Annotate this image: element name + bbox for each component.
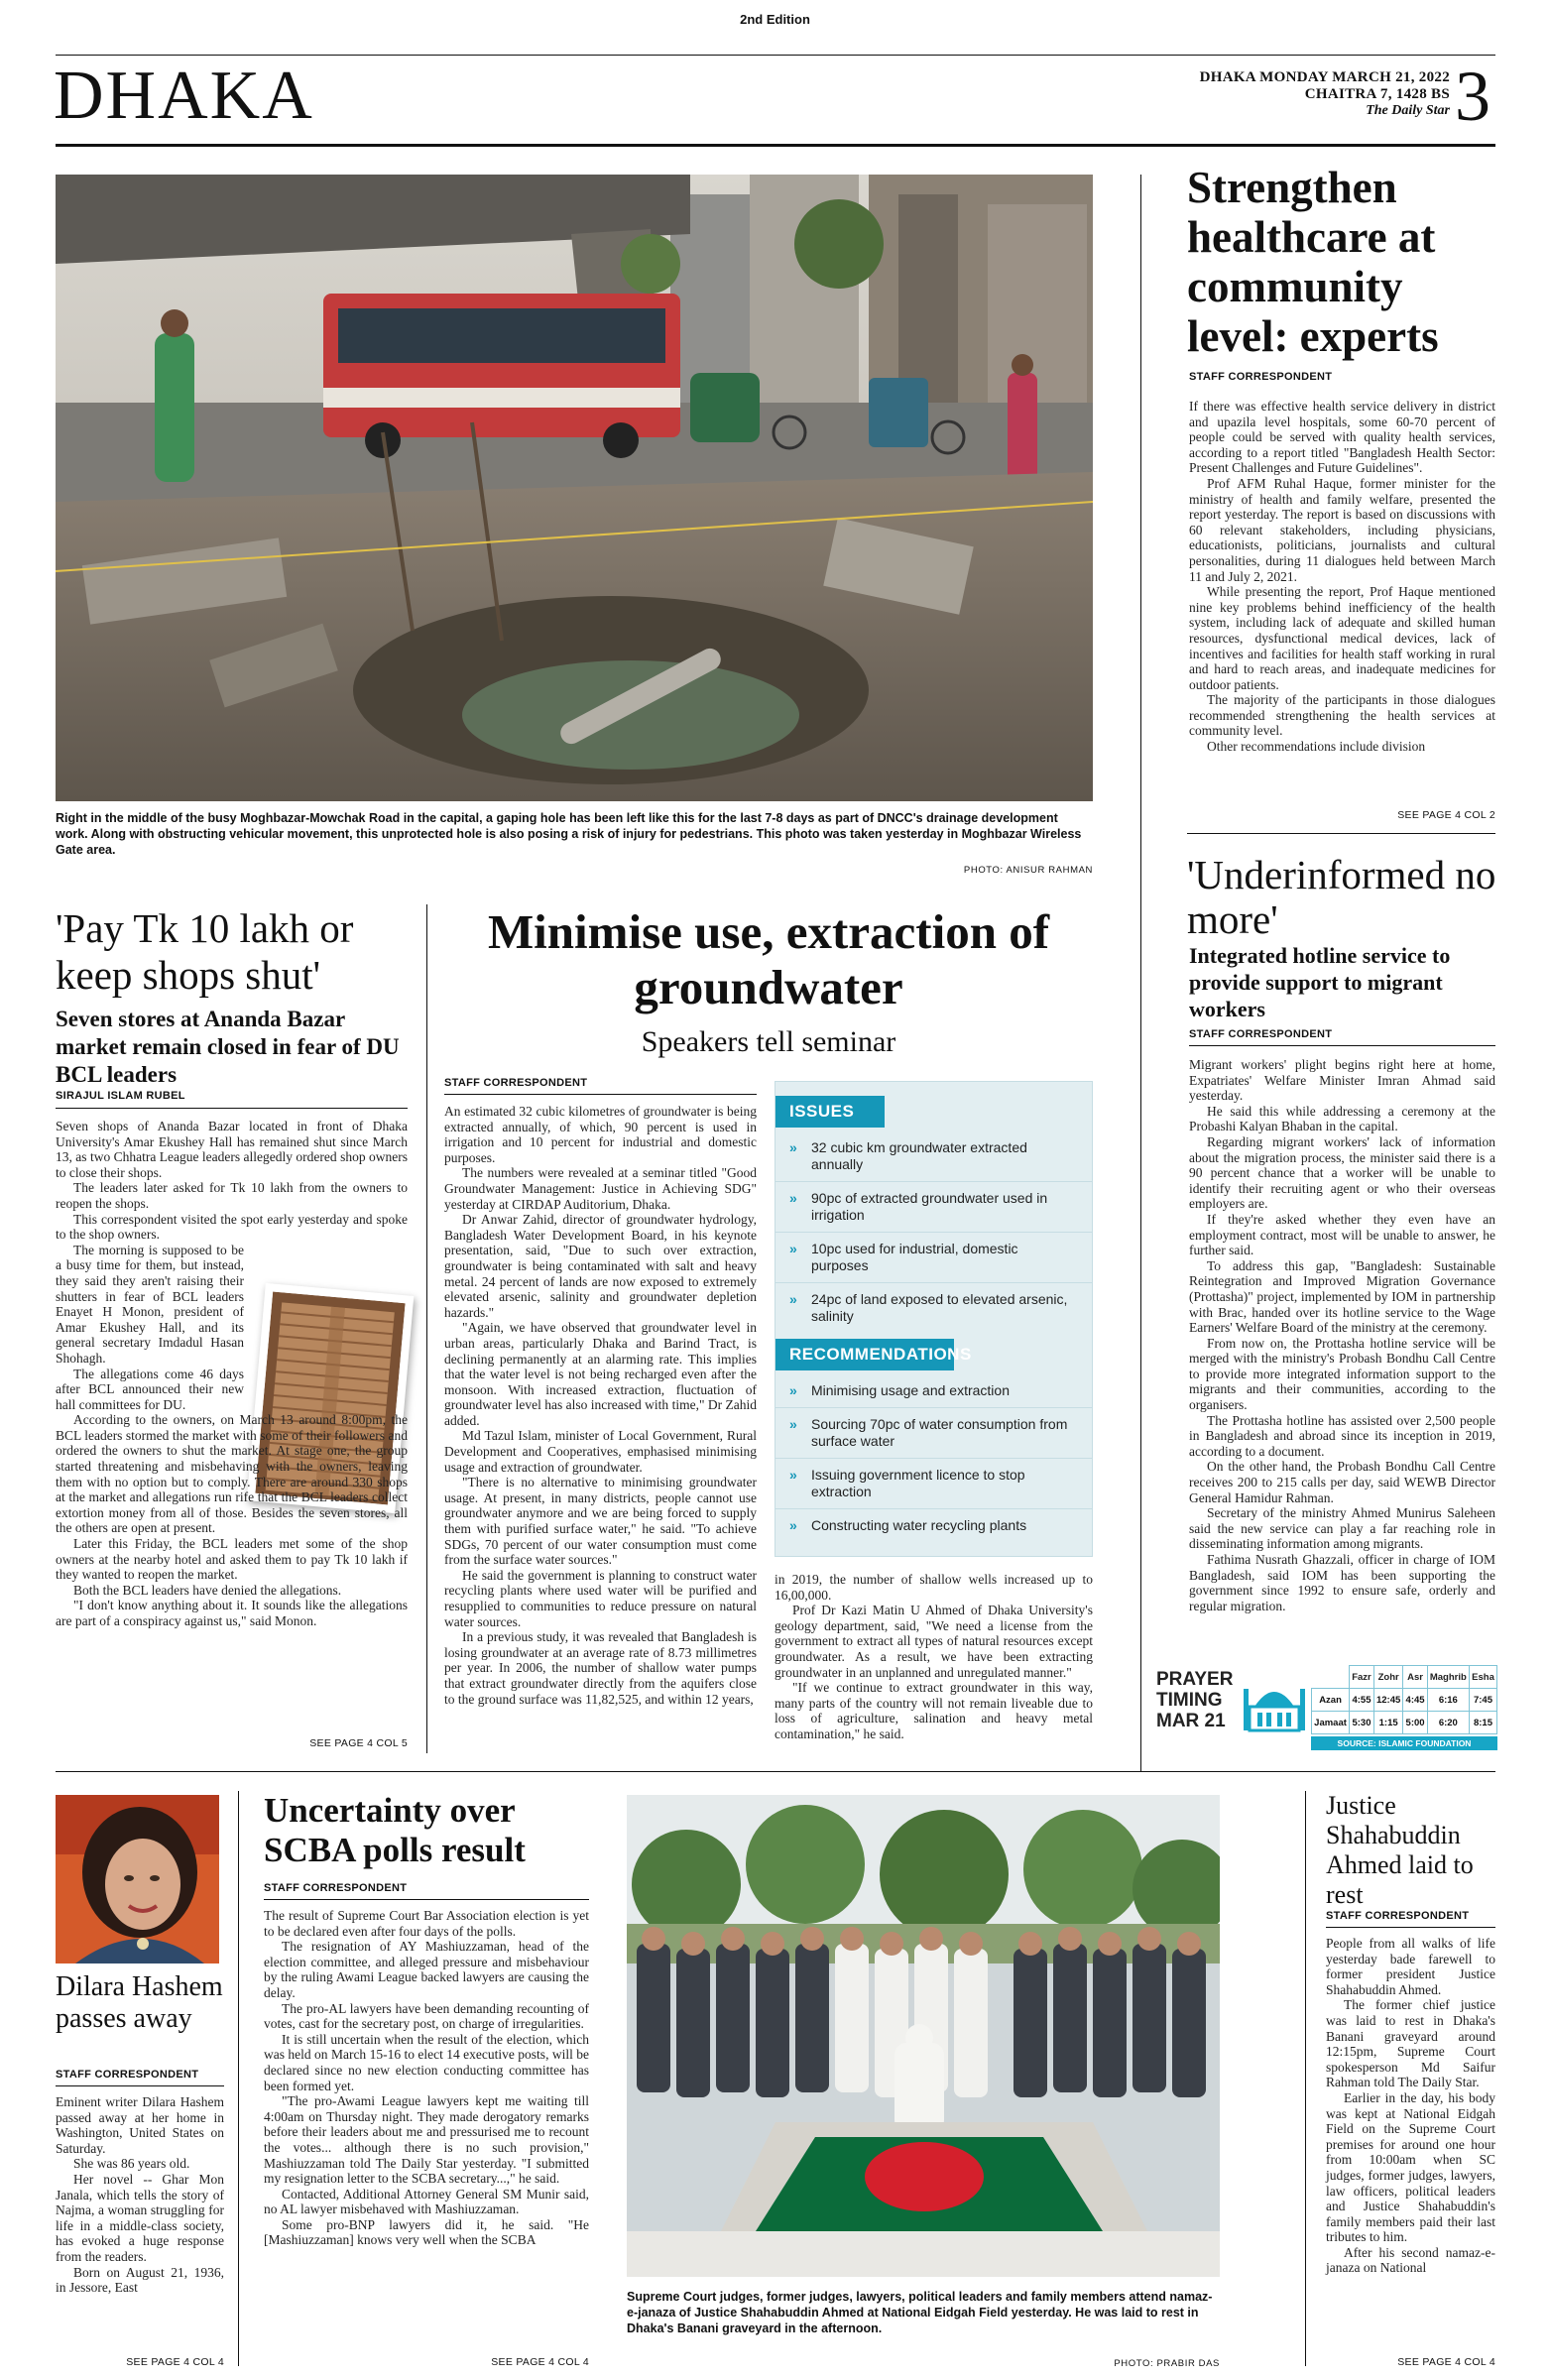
prayer-title-line3: MAR 21 — [1156, 1711, 1226, 1731]
double-chevron-icon: » — [789, 1467, 794, 1483]
migrant-p1: Migrant workers' plight begins right here at home, Expatriates' Welfare Minister Imran Ahmad said yesterday. — [1189, 1057, 1495, 1104]
shops-p9: "I don't know anything about it. It sounds like the allegations are part of a conspiracy against us," said Monon. — [56, 1598, 408, 1628]
issue-text: 32 cubic km groundwater extracted annually — [811, 1139, 1027, 1172]
shops-p2: The leaders later asked for Tk 10 lakh from the owners to reopen the shops. — [56, 1180, 408, 1211]
healthcare-p3: While presenting the report, Prof Haque mentioned nine key problems behind inefficiency of the health system, including lack of adequate and skilled human resources, dysfunctional medical devices, lack of incentives and facilities for health staff working in rural and hard to reach areas, and inadequate medicines for outdoor patients. — [1189, 584, 1495, 692]
shahabuddin-p1: People from all walks of life yesterday bade farewell to former president Justice Shahabuddin Ahmed. — [1326, 1936, 1495, 1997]
janaza-photo — [627, 1795, 1220, 2277]
recommendation-text: Minimising usage and extraction — [811, 1382, 1010, 1398]
dilara-p3: Her novel -- Ghar Mon Janala, which tells the story of Najma, a woman struggling for life in a middle-class society, has evoked a huge response from the readers. — [56, 2171, 224, 2264]
scba-p7: Some pro-BNP lawyers did it, he said. "He [Mashiuzzaman] knows very well when the SCBA — [264, 2216, 589, 2248]
issue-item — [775, 1233, 1092, 1283]
dilara-byline: STAFF CORRESPONDENT — [56, 2069, 199, 2081]
groundwater-p2: The numbers were revealed at a seminar titled "Good Groundwater Management: Justice in Achieving SDG" yesterday at CIRDAP Auditorium, Dhaka. — [444, 1165, 757, 1212]
groundwater-p7: He said the government is planning to construct water recycling plants where used water will be purified and resupplied to communities to reduce pressure on natural water sources. — [444, 1567, 757, 1629]
double-chevron-icon: » — [789, 1241, 794, 1256]
healthcare-p1: If there was effective health service delivery in district and upazila level hospitals, some 60-70 percent of people could be served with quality health services, according to a report titled "Bangladesh Health Sector: Present Challenges and Future Guidelines". — [1189, 399, 1495, 476]
scba-p6: Contacted, Additional Attorney General SM Munir said, no AL lawyer misbehaved with Mashiuzzaman. — [264, 2186, 589, 2217]
prayer-time: 7:45 — [1470, 1689, 1497, 1712]
healthcare-body — [1189, 399, 1495, 755]
dilara-headline: Dilara Hashem passes away — [56, 1971, 223, 2034]
groundwater-infobox — [775, 1081, 1093, 1557]
prayer-table — [1311, 1665, 1497, 1734]
recommendation-item — [775, 1509, 1092, 1542]
prayer-header-esha: Esha — [1470, 1666, 1497, 1689]
dilara-portrait — [56, 1795, 219, 1964]
migrant-p8: On the other hand, the Probash Bondhu Call Centre receives 200 to 215 calls per day, said WEWB Director General Hamidur Rahman. — [1189, 1459, 1495, 1505]
prayer-source: SOURCE: ISLAMIC FOUNDATION — [1311, 1736, 1497, 1750]
shops-p6: According to the owners, on March 13 around 8:00pm, the BCL leaders stormed the market with some of their followers and ordered the owners to shut the market. At stage one, the group started threatening and misbehaving with the owners, leaving them with no option but to comply. There are around 330 shops at the market and allegations run rife that the BCL leaders collect extortion money from all of those. Besides the seven stores, all the others are open at present. — [56, 1412, 408, 1536]
shops-column-rule — [426, 904, 427, 1753]
shops-byline-rule — [56, 1108, 408, 1109]
shops-p8: Both the BCL leaders have denied the allegations. — [73, 1582, 342, 1598]
issue-text: 90pc of extracted groundwater used in irrigation — [811, 1190, 1048, 1223]
prayer-table-header — [1312, 1666, 1497, 1689]
janaza-column-rule — [1305, 1791, 1306, 2366]
healthcare-p2: Prof AFM Ruhal Haque, former minister for the ministry of health and family welfare, presented the report yesterday. The report is based on discussions with 60 relevant stakeholders, including physicians, educationists, politicians, journalists and cultural personalities, during 11 dialogues held between March 11 and July 2, 2021. — [1189, 475, 1495, 584]
groundwater-byline-rule — [444, 1094, 757, 1095]
issue-item — [775, 1131, 1092, 1182]
prayer-row-jamaat — [1312, 1712, 1497, 1734]
prayer-title-line1: PRAYER — [1156, 1669, 1234, 1690]
prayer-time: 12:45 — [1373, 1689, 1403, 1712]
prayer-title-line2: TIMING — [1156, 1690, 1223, 1711]
janaza-photo-credit: PHOTO: PRABIR DAS — [1114, 2358, 1220, 2369]
prayer-time: 8:15 — [1470, 1712, 1497, 1734]
shops-p3: This correspondent visited the spot early yesterday and spoke to the shop owners. — [56, 1211, 408, 1243]
prayer-time: 5:00 — [1403, 1712, 1427, 1734]
recommendation-item — [775, 1459, 1092, 1509]
groundwater-headline: Minimise use, extraction of groundwater — [487, 904, 1050, 1014]
shahabuddin-p4: After his second namaz-e-janaza on National — [1326, 2244, 1495, 2276]
double-chevron-icon: » — [789, 1382, 794, 1398]
shops-p1: Seven shops of Ananda Bazar located in front of Dhaka University's Amar Ekushey Hall has remained shut since March 13, as two Chhatra League leaders allegedly ordered shop owners to close their shops. — [56, 1119, 408, 1180]
groundwater-p5: Md Tazul Islam, minister of Local Government, Rural Development and Cooperatives, emphasised minimising usage and extraction of groundwater. — [444, 1428, 757, 1475]
dilara-byline-rule — [56, 2085, 224, 2086]
masthead-top-rule — [56, 55, 1495, 56]
groundwater-deck: Speakers tell seminar — [641, 1025, 896, 1058]
dateline-bangla: CHAITRA 7, 1428 BS — [1304, 86, 1450, 102]
recommendations-list — [775, 1374, 1092, 1542]
recommendation-text: Sourcing 70pc of water consumption from surface water — [811, 1416, 1068, 1449]
scba-byline: STAFF CORRESPONDENT — [264, 1882, 408, 1894]
healthcare-p4: The majority of the participants in those dialogues recommended strengthening the health services at community level. — [1189, 692, 1495, 739]
shops-p7: Later this Friday, the BCL leaders met some of the shop owners at the nearby hotel and asked them to pay Tk 10 lakh if they wanted to reopen the market. — [56, 1536, 408, 1583]
mosque-icon — [1242, 1675, 1307, 1734]
prayer-time: 4:45 — [1403, 1689, 1427, 1712]
dateline-block — [1091, 69, 1450, 119]
prayer-time: 1:15 — [1373, 1712, 1403, 1734]
scba-p3: The pro-AL lawyers have been demanding recounting of votes, cast for the secretary post, on charge of irregularities. — [264, 2000, 589, 2032]
prayer-time: 5:30 — [1350, 1712, 1374, 1734]
dilara-column-rule — [238, 1791, 239, 2366]
shops-p4: The morning is supposed to be a busy time for them, but instead, they said they aren't raising their shutters in fear of BCL leaders Enayet H Monon, president of Amar Ekushey Hall, and its general secretary Imdadul Hasan Shohagh. — [56, 1242, 244, 1366]
double-chevron-icon: » — [789, 1291, 794, 1307]
shahabuddin-byline: STAFF CORRESPONDENT — [1326, 1910, 1470, 1922]
issues-title: ISSUES — [775, 1096, 885, 1128]
lead-photo — [56, 175, 1093, 801]
migrant-byline: STAFF CORRESPONDENT — [1189, 1028, 1333, 1040]
migrant-subhead: Integrated hotline service to provide support to migrant workers — [1189, 943, 1451, 1021]
prayer-title — [1156, 1669, 1240, 1731]
scba-byline-rule — [264, 1899, 589, 1900]
groundwater-p9: in 2019, the number of shallow wells increased up to 16,00,000. — [775, 1572, 1093, 1603]
recommendation-item — [775, 1408, 1092, 1459]
shops-headline: 'Pay Tk 10 lakh or keep shops shut' — [56, 905, 354, 998]
migrant-p4: If they're asked whether they even have an employment contract, most will be unable to answer, he further said. — [1189, 1211, 1495, 1258]
issue-text: 24pc of land exposed to elevated arsenic, salinity — [811, 1291, 1068, 1324]
issue-item — [775, 1182, 1092, 1233]
groundwater-p6: "There is no alternative to minimising groundwater usage. At present, in many districts, people cannot use groundwater anymore and we are being forced to supply them with purified surface water," he said. "To achieve SDGs, 70 percent of our water consumption must come from the surface water sources." — [444, 1475, 757, 1568]
prayer-header-asr: Asr — [1403, 1666, 1427, 1689]
healthcare-headline: Strengthen healthcare at community level: experts — [1187, 163, 1439, 361]
migrant-p9: Secretary of the ministry Ahmed Munirus Saleheen said the new service can play a far reaching role in disseminating information among migrants. — [1189, 1505, 1495, 1552]
double-chevron-icon: » — [789, 1416, 794, 1432]
scba-body — [264, 1908, 589, 2248]
dilara-p4: Born on August 21, 1936, in Jessore, East — [56, 2264, 224, 2296]
recommendations-title: RECOMMENDATIONS — [775, 1339, 954, 1370]
prayer-time: 4:55 — [1350, 1689, 1374, 1712]
page-number: 3 — [1455, 57, 1490, 136]
janaza-photo-caption: Supreme Court judges, former judges, lawyers, political leaders and family members attend namaz-e-janaza of Justice Shahabuddin Ahmed at National Eidgah Field yesterday. He was laid to rest in Dhaka's Banani graveyard in the afternoon. — [627, 2290, 1213, 2335]
groundwater-col2 — [775, 1572, 1093, 1742]
groundwater-p11: "If we continue to extract groundwater in this way, many parts of the country will not remain liveable due to loss of agriculture, salination and heavy metal contamination," he said. — [775, 1680, 1093, 1741]
recommendation-text: Issuing government licence to stop extraction — [811, 1467, 1025, 1499]
prayer-header-zohr: Zohr — [1373, 1666, 1403, 1689]
dilara-body — [56, 2094, 224, 2296]
prayer-row-azan — [1312, 1689, 1497, 1712]
groundwater-p1: An estimated 32 cubic kilometres of groundwater is being extracted annually, of which, 90 percent is used in irrigation and 10 percent for industrial and domestic purposes. — [444, 1104, 757, 1165]
prayer-header-blank — [1312, 1666, 1350, 1689]
groundwater-byline: STAFF CORRESPONDENT — [444, 1077, 588, 1089]
healthcare-byline: STAFF CORRESPONDENT — [1189, 371, 1333, 383]
scba-p2: The resignation of AY Mashiuzzaman, head of the election committee, and alleged pressure and misbehaviour by the ruling Awami League backed lawyers are causing the delay. — [264, 1939, 589, 2000]
dilara-p1: Eminent writer Dilara Hashem passed away at her home in Washington, United States on Saturday. — [56, 2094, 224, 2156]
shops-body — [56, 1119, 408, 1629]
lower-section-rule — [56, 1771, 1495, 1772]
groundwater-col1 — [444, 1104, 757, 1707]
shahabuddin-p3: Earlier in the day, his body was kept at National Eidgah Field on the Supreme Court premises for around one hour from 10:00am when SC judges, former judges, lawyers, law officers, political leaders and Justice Shahabuddin's family members paid their last tributes to him. — [1326, 2089, 1495, 2245]
lead-photo-caption: Right in the middle of the busy Moghbazar-Mowchak Road in the capital, a gaping hole has been left like this for the last 7-8 days as part of DNCC's drainage development work. Along with obstructing vehicular movement, this unprotected hole is also posing a risk of injury for pedestrians. This photo was taken yesterday in Moghbazar Wireless Gate area. — [56, 811, 1082, 857]
scba-p5: "The pro-Awami League lawyers kept me waiting till 4:00am on Thursday night. They made derogatory remarks before their leaders about me and pressurised me to recount the votes... although there is no such provision," Mashiuzzaman told The Daily Star yesterday. "I submitted my resignation letter to the SCBA secretary...," he said. — [264, 2093, 589, 2187]
lead-photo-credit: PHOTO: ANISUR RAHMAN — [963, 865, 1093, 876]
prayer-row-label: Azan — [1312, 1689, 1350, 1712]
shahabuddin-p2: The former chief justice was laid to rest in Dhaka's Banani graveyard around 12:15pm, Supreme Court spokesperson Md Saifur Rahman told The Daily Star. — [1326, 1997, 1495, 2090]
migrant-body — [1189, 1057, 1495, 1613]
scba-p1: The result of Supreme Court Bar Association election is yet to be declared even after four days of the polls. — [264, 1908, 589, 1939]
dateline: DHAKA MONDAY MARCH 21, 2022 — [1199, 69, 1450, 85]
issue-text: 10pc used for industrial, domestic purposes — [811, 1241, 1018, 1273]
scba-headline: Uncertainty over SCBA polls result — [264, 1791, 526, 1869]
shahabuddin-byline-rule — [1326, 1927, 1495, 1928]
shahabuddin-body — [1326, 1936, 1495, 2276]
shahabuddin-see-page[interactable]: SEE PAGE 4 COL 4 — [1397, 2356, 1495, 2368]
shops-see-page[interactable]: SEE PAGE 4 COL 5 — [309, 1737, 408, 1749]
right-column-rule — [1140, 175, 1141, 1771]
migrant-p10: Fathima Nusrath Ghazzali, officer in charge of IOM Bangladesh, said IOM has been supporting the government since 1992 to ensure safe, orderly and regular migration. — [1189, 1552, 1495, 1613]
double-chevron-icon: » — [789, 1139, 794, 1155]
migrant-p2: He said this while addressing a ceremony at the Probashi Kalyan Bhaban in the capital. — [1189, 1103, 1495, 1134]
groundwater-p8: In a previous study, it was revealed that Bangladesh is losing groundwater at an average rate of 8.73 millimetres per year. In 2006, the number of shallow water pumps that extract groundwater directly from the aquifers close to the ground surface was 11,82,525, and within 12 years, — [444, 1629, 757, 1707]
dilara-see-page[interactable]: SEE PAGE 4 COL 4 — [126, 2356, 224, 2368]
double-chevron-icon: » — [789, 1517, 794, 1533]
prayer-row-label: Jamaat — [1312, 1712, 1350, 1734]
prayer-time: 6:16 — [1427, 1689, 1469, 1712]
masthead-bottom-rule — [56, 144, 1495, 147]
healthcare-p5: Other recommendations include division — [1207, 739, 1426, 755]
double-chevron-icon: » — [789, 1190, 794, 1206]
scba-see-page[interactable]: SEE PAGE 4 COL 4 — [491, 2356, 589, 2368]
shops-p5: The allegations come 46 days after BCL announced their new hall committees for DU. — [56, 1366, 244, 1412]
issue-item — [775, 1283, 1092, 1333]
groundwater-p10: Prof Dr Kazi Matin U Ahmed of Dhaka University's geology department, said, "We need a license from the government to extract all types of natural resources except groundwater. As a result, we have been extracting groundwater in an unplanned and unregulated manner." — [775, 1603, 1093, 1680]
migrant-p7: The Prottasha hotline has assisted over 2,500 people in Bangladesh and abroad since its inception in 2019, according to a document. — [1189, 1412, 1495, 1459]
paper-name: The Daily Star — [1366, 103, 1450, 118]
dilara-p2: She was 86 years old. — [73, 2156, 190, 2172]
groundwater-p4: "Again, we have observed that groundwater level in urban areas, particularly Dhaka and Barind Tract, is declining permanently at an alarming rate. This implies that the water level is not being recharged even after the monsoon. With increased extraction, fluctuation of groundwater level has also increased with time," Dr Zahid added. — [444, 1320, 757, 1428]
migrant-p3: Regarding migrant workers' lack of information about the migration process, the minister said there is a 90 percent chance that a worker will be unable to identify their recruiting agent or who their overseas employers are. — [1189, 1133, 1495, 1212]
recommendation-item — [775, 1374, 1092, 1408]
shops-byline: SIRAJUL ISLAM RUBEL — [56, 1090, 185, 1102]
migrant-p5: To address this gap, "Bangladesh: Sustainable Reintegration and Improved Migration Governance (Prottasha)" project, implemented by IOM in partnership with Brac, handed over its hotline service to the Wage Earners' Welfare Board of the ministry at the ceremony. — [1189, 1257, 1495, 1336]
shops-subhead: Seven stores at Ananda Bazar market remain closed in fear of DU BCL leaders — [56, 1007, 400, 1087]
prayer-header-fazr: Fazr — [1350, 1666, 1374, 1689]
prayer-header-maghrib: Maghrib — [1427, 1666, 1469, 1689]
migrant-p6: From now on, the Prottasha hotline service will be merged with the ministry's Probash Bondhu Call Centre to provide more integrated information support to the migrants and their communities, according to the organisers. — [1189, 1335, 1495, 1413]
healthcare-see-page[interactable]: SEE PAGE 4 COL 2 — [1397, 809, 1495, 821]
issues-list — [775, 1131, 1092, 1333]
edition-label: 2nd Edition — [740, 12, 810, 27]
groundwater-p3: Dr Anwar Zahid, director of groundwater hydrology, Bangladesh Water Development Board, in his keynote presentation, said, "Due to such over extraction, groundwater is being contaminated with salt and heavy metal. 24 percent of lands are now exposed to extremely elevated arsenic, salinity and groundwater depletion hazards." — [444, 1212, 757, 1320]
scba-p4: It is still uncertain when the result of the election, which was held on March 15-16 to elect 14 executive posts, will be declared since no new election conducting committee has been formed yet. — [264, 2031, 589, 2093]
prayer-time: 6:20 — [1427, 1712, 1469, 1734]
healthcare-bottom-rule — [1187, 833, 1495, 834]
section-title: DHAKA — [54, 58, 314, 134]
recommendation-text: Constructing water recycling plants — [811, 1517, 1027, 1533]
prayer-timing-box — [1154, 1661, 1497, 1752]
migrant-headline: 'Underinformed no more' — [1187, 852, 1496, 942]
migrant-byline-rule — [1189, 1045, 1495, 1046]
shahabuddin-headline: Justice Shahabuddin Ahmed laid to rest — [1326, 1791, 1474, 1909]
